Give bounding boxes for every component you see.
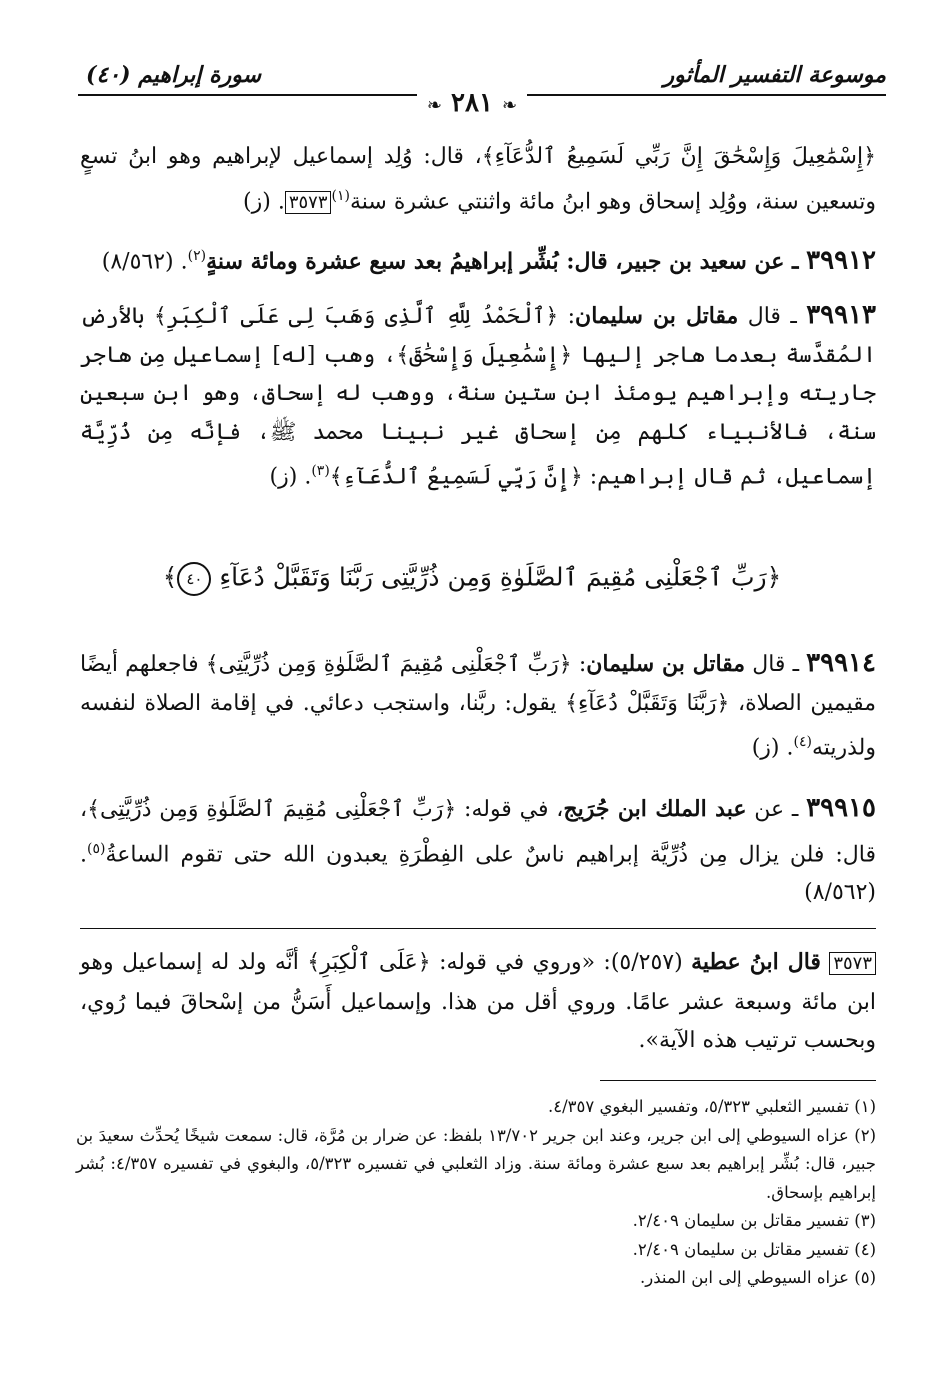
footnote-item: (٤) تفسير مقاتل بن سليمان ٢/٤٠٩. <box>632 1239 876 1259</box>
ornament-icon: ❧ <box>502 95 518 116</box>
page-number <box>0 88 944 118</box>
footnote-ref[interactable]: (٥) <box>87 840 106 857</box>
footnote-ref[interactable]: (٣) <box>311 463 330 479</box>
source-ref: . (ز) <box>751 735 794 761</box>
section-rule <box>80 928 876 929</box>
footnote-rule <box>600 1080 876 1081</box>
narrator-name: مقاتل بن سليمان <box>586 651 746 677</box>
narrator-name: عبد الملك ابن جُرَيج <box>563 796 747 822</box>
footnote-item: (٢) عزاه السيوطي إلى ابن جرير، وعند ابن جرير ١٣/٧٠٢ بلفظ: عن ضرار بن مُرَّة، قال: سمعت شيخًا يُحدِّث سعيدَ بن جبير، قال: بُشِّر إبراهيم بعد سبع عشرة ومائة سنة. وزاد الثعلبي في تفسيره ٥/٣٢٣، والبغوي في تفسيره ٤/٣٥٧: بُشر إبراهيم بإسحاق. <box>76 1125 876 1202</box>
ornament-icon: ❧ <box>426 95 442 116</box>
narration-text: ، في قوله: ﴿رَبِّ ٱجْعَلْنِى مُقِيمَ ٱلصَّلَوٰةِ وَمِن ذُرِّيَّتِى﴾، قال: فلن يزال مِن ذُرِّيَّة إبراهيم ناسٌ على الفِطْرَةِ يعبدون الله حتى تقوم الساعةُ <box>80 797 876 867</box>
narration-39914 <box>80 644 876 768</box>
narration-intro: ـ عن <box>746 797 807 822</box>
footnote-item: (٣) تفسير مقاتل بن سليمان ٢/٤٠٩. <box>632 1211 876 1230</box>
narration-intro: ـ قال <box>745 652 807 677</box>
paragraph-text: ﴿إِسْمَٰعِيلَ وَإِسْحَٰقَ إِنَّ رَبِّي لَسَمِيعُ ٱلدُّعَآءِ﴾، قال: وُلِد إسماعيل لإبراهيم وهو ابنُ تسعٍ وتسعين سنة، ووُلِد إسحاق وهو ابنُ مائة واثنتي عشرة سنة <box>80 144 876 214</box>
narration-text: ـ عن سعيد بن جبير، قال: بُشِّر إبراهيمُ بعد سبع عشرة ومائة سنةٍ <box>206 248 807 275</box>
note-ref-box[interactable]: ٣٥٧٣ <box>285 191 332 214</box>
verse-close: ﴾ <box>162 562 178 592</box>
narration-intro: ـ قال <box>738 304 807 329</box>
paragraph-continuation <box>80 138 876 222</box>
narration-number: ٣٩٩١٥ <box>806 793 876 823</box>
source-ref: . (ز) <box>243 188 285 214</box>
narrator-name: مقاتل بن سليمان <box>575 303 739 329</box>
note-number-box: ٣٥٧٣ <box>829 952 876 975</box>
footnote-item: (١) تفسير الثعلبي ٥/٣٢٣، وتفسير البغوي ٤/٣٥٧. <box>547 1097 876 1116</box>
footnotes <box>76 1093 876 1293</box>
footnote-ref[interactable]: (١) <box>331 187 350 204</box>
book-title: موسوعة التفسير المأثور <box>663 62 886 88</box>
narration-39912 <box>80 237 876 282</box>
page-number-value: ٢٨١ <box>451 88 493 118</box>
footnote-item: (٥) عزاه السيوطي إلى ابن المنذر. <box>640 1268 876 1287</box>
footnote-ref[interactable]: (٤) <box>793 734 812 750</box>
narration-number: ٣٩٩١٣ <box>806 300 877 330</box>
narration-number: ٣٩٩١٢ <box>806 245 876 276</box>
verse-text: ﴿رَبِّ ٱجْعَلْنِى مُقِيمَ ٱلصَّلَوٰةِ وَمِن ذُرِّيَّتِى رَبَّنَا وَتَقَبَّلْ دُعَآءِ <box>219 562 782 592</box>
source-ref: . (٨/٥٦٢) <box>101 249 188 275</box>
commentary-text: (٥/٢٥٧): «وروي في قوله: ﴿عَلَى ٱلْكِبَرِ﴾ أنَّه ولد له إسماعيل وهو ابن مائة وسبعة عشر عامًا. وروي أقل من هذا. وإسماعيل أَسَنُّ من إسْحاقَ فيما رُوي، وبحسب ترتيب هذه الآية». <box>80 950 876 1053</box>
narration-39913 <box>80 296 876 497</box>
commentator-name: قال ابنُ عطية <box>691 949 821 975</box>
verse-number-icon: ٤٠ <box>177 562 211 596</box>
source-ref: . (٨/٥٦٢) <box>80 841 876 906</box>
narration-39915 <box>80 789 876 913</box>
footnote-ref[interactable]: (٢) <box>187 248 207 264</box>
narration-text: : ﴿رَبِّ ٱجْعَلْنِى مُقِيمَ ٱلصَّلَوٰةِ وَمِن ذُرِّيَّتِى﴾ فاجعلهم أيضًا مقيمين الصلاة، ﴿رَبَّنَا وَتَقَبَّلْ دُعَآءِ﴾ يقول: ربَّنا، واستجب دعائي. في إقامة الصلاة لنفسه ولذريته <box>80 652 876 761</box>
quran-verse <box>0 562 944 596</box>
narration-text: : ﴿ٱلْحَمْدُ لِلَّهِ ٱلَّذِى وَهَبَ لِى عَلَى ٱلْكِبَرِ﴾ بالأرض المُقدَّسة بعدما هاجر إليها ﴿إِسْمَٰعِيلَ وَإِسْحَٰقَ﴾، وهب [له] إسماعيل مِن هاجر جاريته وإبراهيم يومئذ ابن ستين سنة، ووهب له إسحاق، وهو ابن سبعين سنة، فالأنبياء كلهم مِن إسحاق غير نبينا محمد ﷺ، فإنَّه مِن ذُرِّيَّة إسماعيل، ثم قال إبراهيم: ﴿إِنَّ رَبِّي لَسَمِيعُ ٱلدُّعَآءِ﴾ <box>80 304 876 490</box>
surah-title: سورة إبراهيم (٤٠) <box>86 62 262 88</box>
narration-number: ٣٩٩١٤ <box>806 648 876 678</box>
source-ref: . (ز) <box>269 464 312 490</box>
commentary-note <box>80 943 876 1061</box>
